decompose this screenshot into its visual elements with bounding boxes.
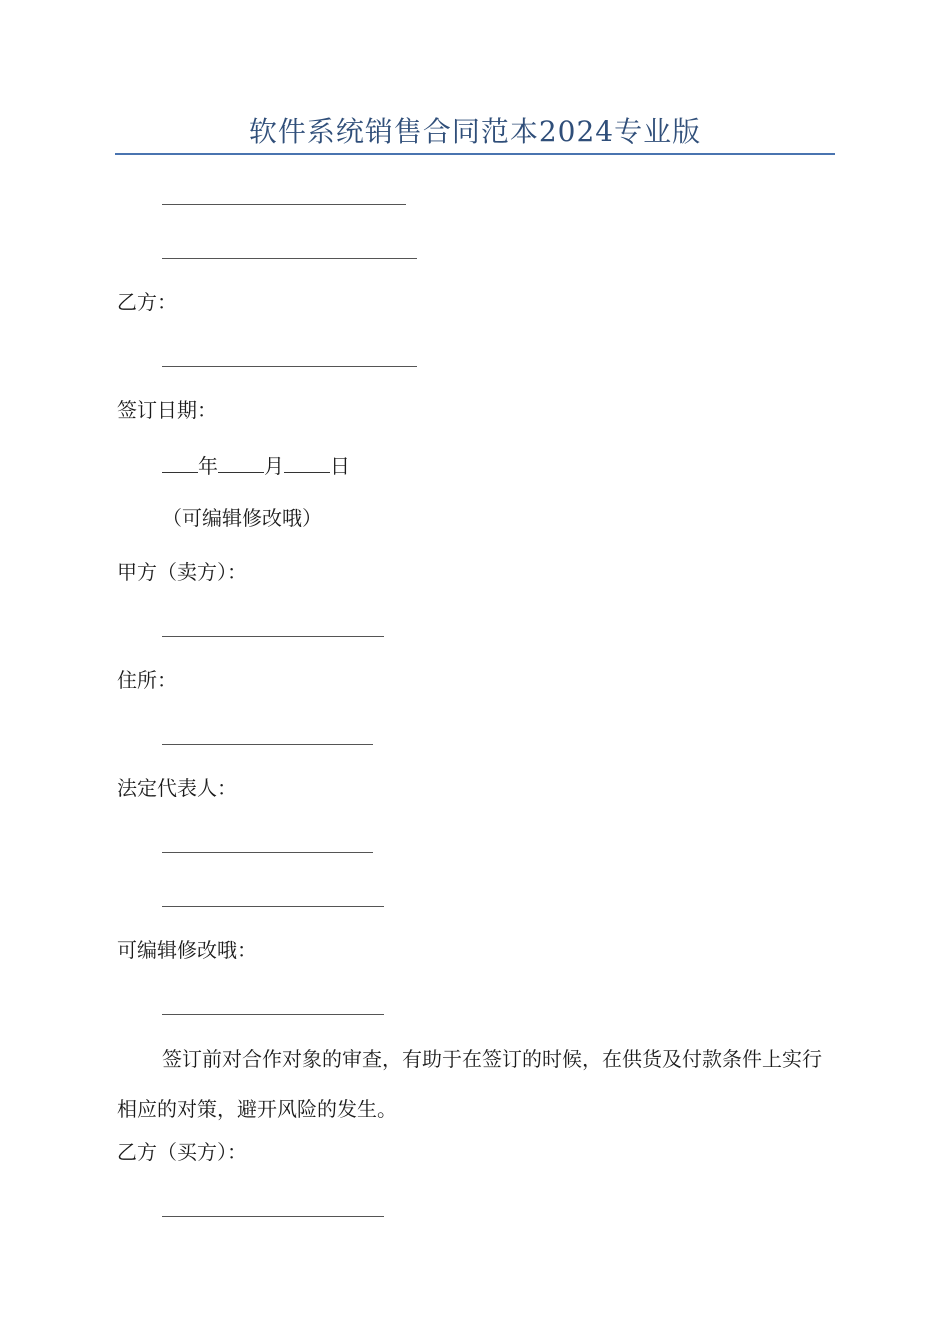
editable-colon-label: 可编辑修改哦： [117, 938, 257, 962]
document-title: 软件系统销售合同范本2024专业版 [248, 115, 702, 148]
month-label: 月 [264, 454, 284, 478]
party-b-buyer-field[interactable] [162, 1216, 384, 1217]
party-b-buyer-label: 乙方（买方）： [117, 1140, 247, 1164]
date-fill-line [162, 450, 350, 480]
day-label: 日 [330, 454, 350, 478]
address-field[interactable] [162, 744, 373, 745]
blank-line[interactable] [162, 258, 417, 259]
party-b-label: 乙方： [117, 290, 177, 314]
month-blank[interactable] [218, 450, 264, 473]
address-label: 住所： [117, 668, 177, 692]
year-blank[interactable] [162, 450, 198, 473]
legal-rep-label: 法定代表人： [117, 776, 237, 800]
blank-line[interactable] [162, 204, 406, 205]
title-divider [115, 153, 835, 155]
blank-line[interactable] [162, 906, 384, 907]
legal-rep-field[interactable] [162, 852, 373, 853]
editable-note: （可编辑修改哦） [162, 506, 322, 530]
year-label: 年 [198, 454, 218, 478]
editable-field[interactable] [162, 1014, 384, 1015]
sign-date-label: 签订日期： [117, 398, 217, 422]
party-a-field[interactable] [162, 636, 384, 637]
party-b-field[interactable] [162, 366, 417, 367]
party-a-seller-label: 甲方（卖方）： [117, 560, 247, 584]
day-blank[interactable] [284, 450, 330, 473]
review-paragraph: 签订前对合作对象的审查，有助于在签订的时候，在供货及付款条件上实行相应的对策，避开风险的发生。 [117, 1047, 822, 1121]
